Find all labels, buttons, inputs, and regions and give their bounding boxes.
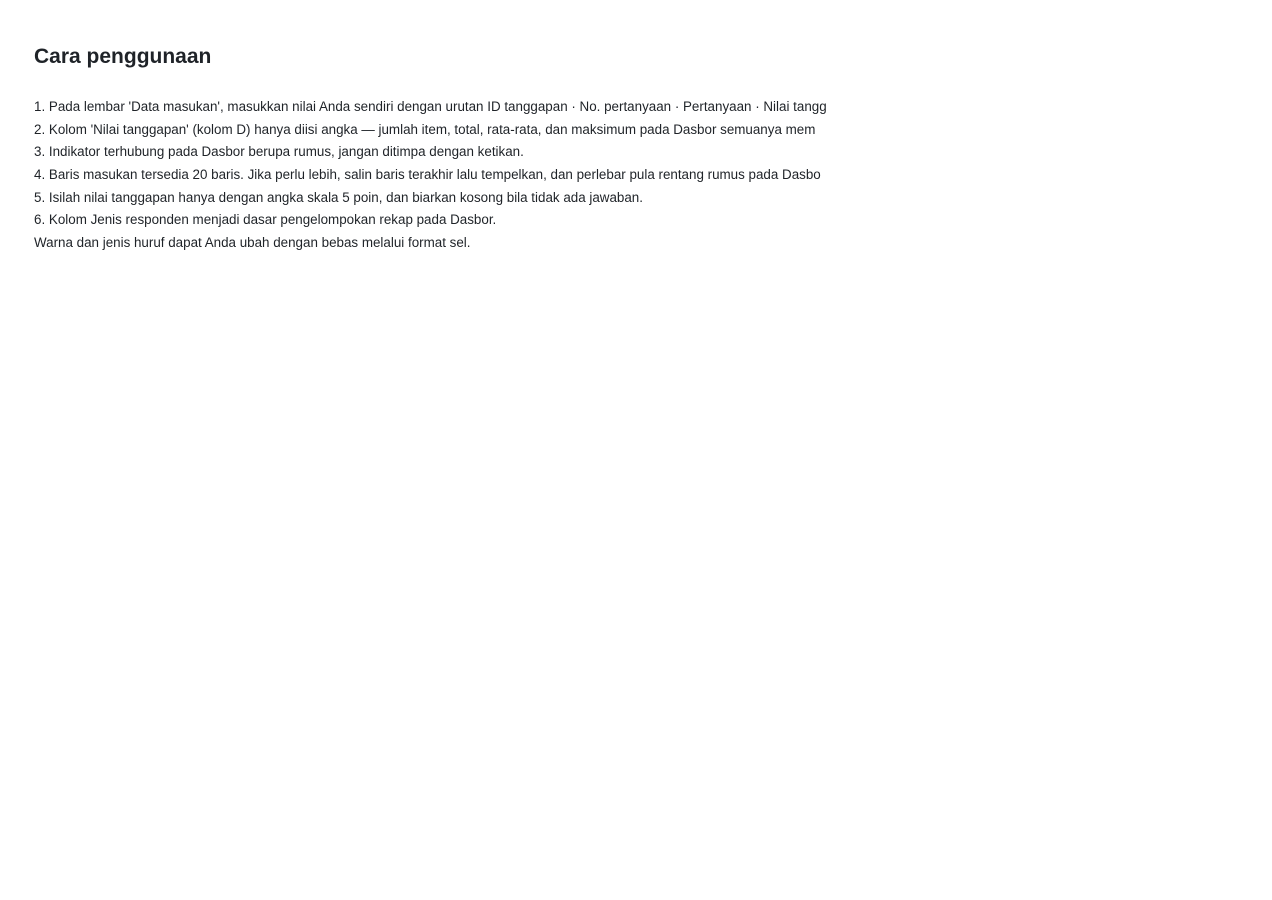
instruction-list (34, 96, 838, 255)
instruction-line-2: 2. Kolom 'Nilai tanggapan' (kolom D) hanya diisi angka — jumlah item, total, rata-rata, dan maksimum pada Dasbor semuanya mem (34, 121, 816, 137)
instruction-line-4: 4. Baris masukan tersedia 20 baris. Jika perlu lebih, salin baris terakhir lalu tempelkan, dan perlebar pula rentang rumus pada Dasbo (34, 167, 821, 183)
instruction-note: Warna dan jenis huruf dapat Anda ubah dengan bebas melalui format sel. (34, 235, 471, 251)
instruction-line-1: 1. Pada lembar 'Data masukan', masukkan nilai Anda sendiri dengan urutan ID tanggapan · No. pertanyaan · Pertanyaan · Nilai tangg (34, 99, 827, 114)
instruction-line-6: 6. Kolom Jenis responden menjadi dasar pengelompokan rekap pada Dasbor. (34, 212, 497, 228)
instruction-line-3: 3. Indikator terhubung pada Dasbor berupa rumus, jangan ditimpa dengan ketikan. (34, 144, 524, 160)
instruction-line-5: 5. Isilah nilai tanggapan hanya dengan angka skala 5 poin, dan biarkan kosong bila tidak ada jawaban. (34, 189, 643, 205)
page-title: Cara penggunaan (34, 45, 212, 68)
